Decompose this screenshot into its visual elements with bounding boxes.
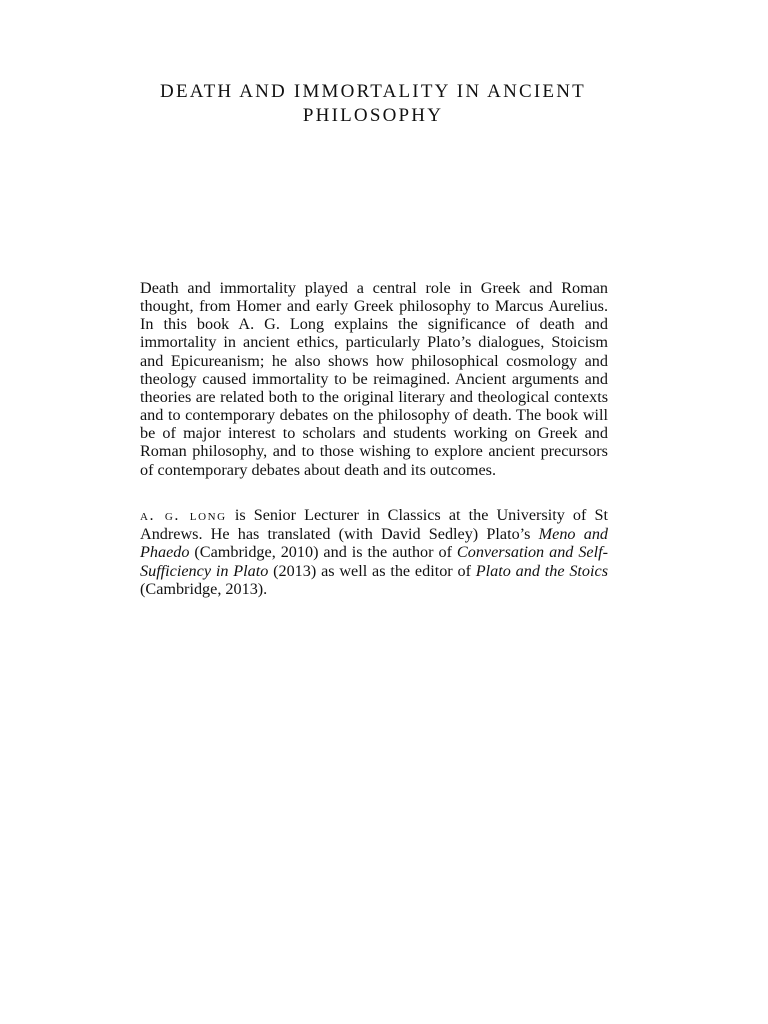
book-title-conversation: Conversation and Self-Sufficiency in Plato [140, 543, 608, 580]
author-bio [140, 506, 608, 599]
book-title-meno-phaedo: Meno and Phaedo [140, 524, 609, 562]
book-description: Death and immortality played a central role in Greek and Roman thought, from Homer and early Greek philosophy to Marcus Aurelius. In this book A. G. Long explains the significance of death and immortality in ancient ethics, particularly Plato’s dialogues, Stoicism and Epicureanism; he also shows how philosophical cosmology and theology caused immortality to be reimagined. Ancient arguments and theories are related both to the original literary and theological contexts and to contemporary debates on the philosophy of death. The book will be of major interest to scholars and students working on Greek and Roman philosophy, and to those wishing to explore ancient precursors of contemporary debates about death and its outcomes. [140, 279, 608, 479]
title-line-1: DEATH AND IMMORTALITY IN ANCIENT [160, 81, 586, 102]
bio-text-2: (Cambridge, 2010) and is the author of [189, 543, 457, 562]
page-title [128, 80, 618, 128]
author-name: a. g. long [140, 506, 227, 524]
bio-text-3: (2013) as well as the editor of [268, 561, 476, 580]
book-title-plato-stoics: Plato and the Stoics [475, 561, 609, 580]
bio-text-1: is Senior Lecturer in Classics at the University of St Andrews. He has translated (with David Sedley) Plato’s [140, 506, 608, 543]
title-line-2: PHILOSOPHY [302, 105, 444, 126]
bio-text-4: (Cambridge, 2013). [140, 580, 268, 599]
